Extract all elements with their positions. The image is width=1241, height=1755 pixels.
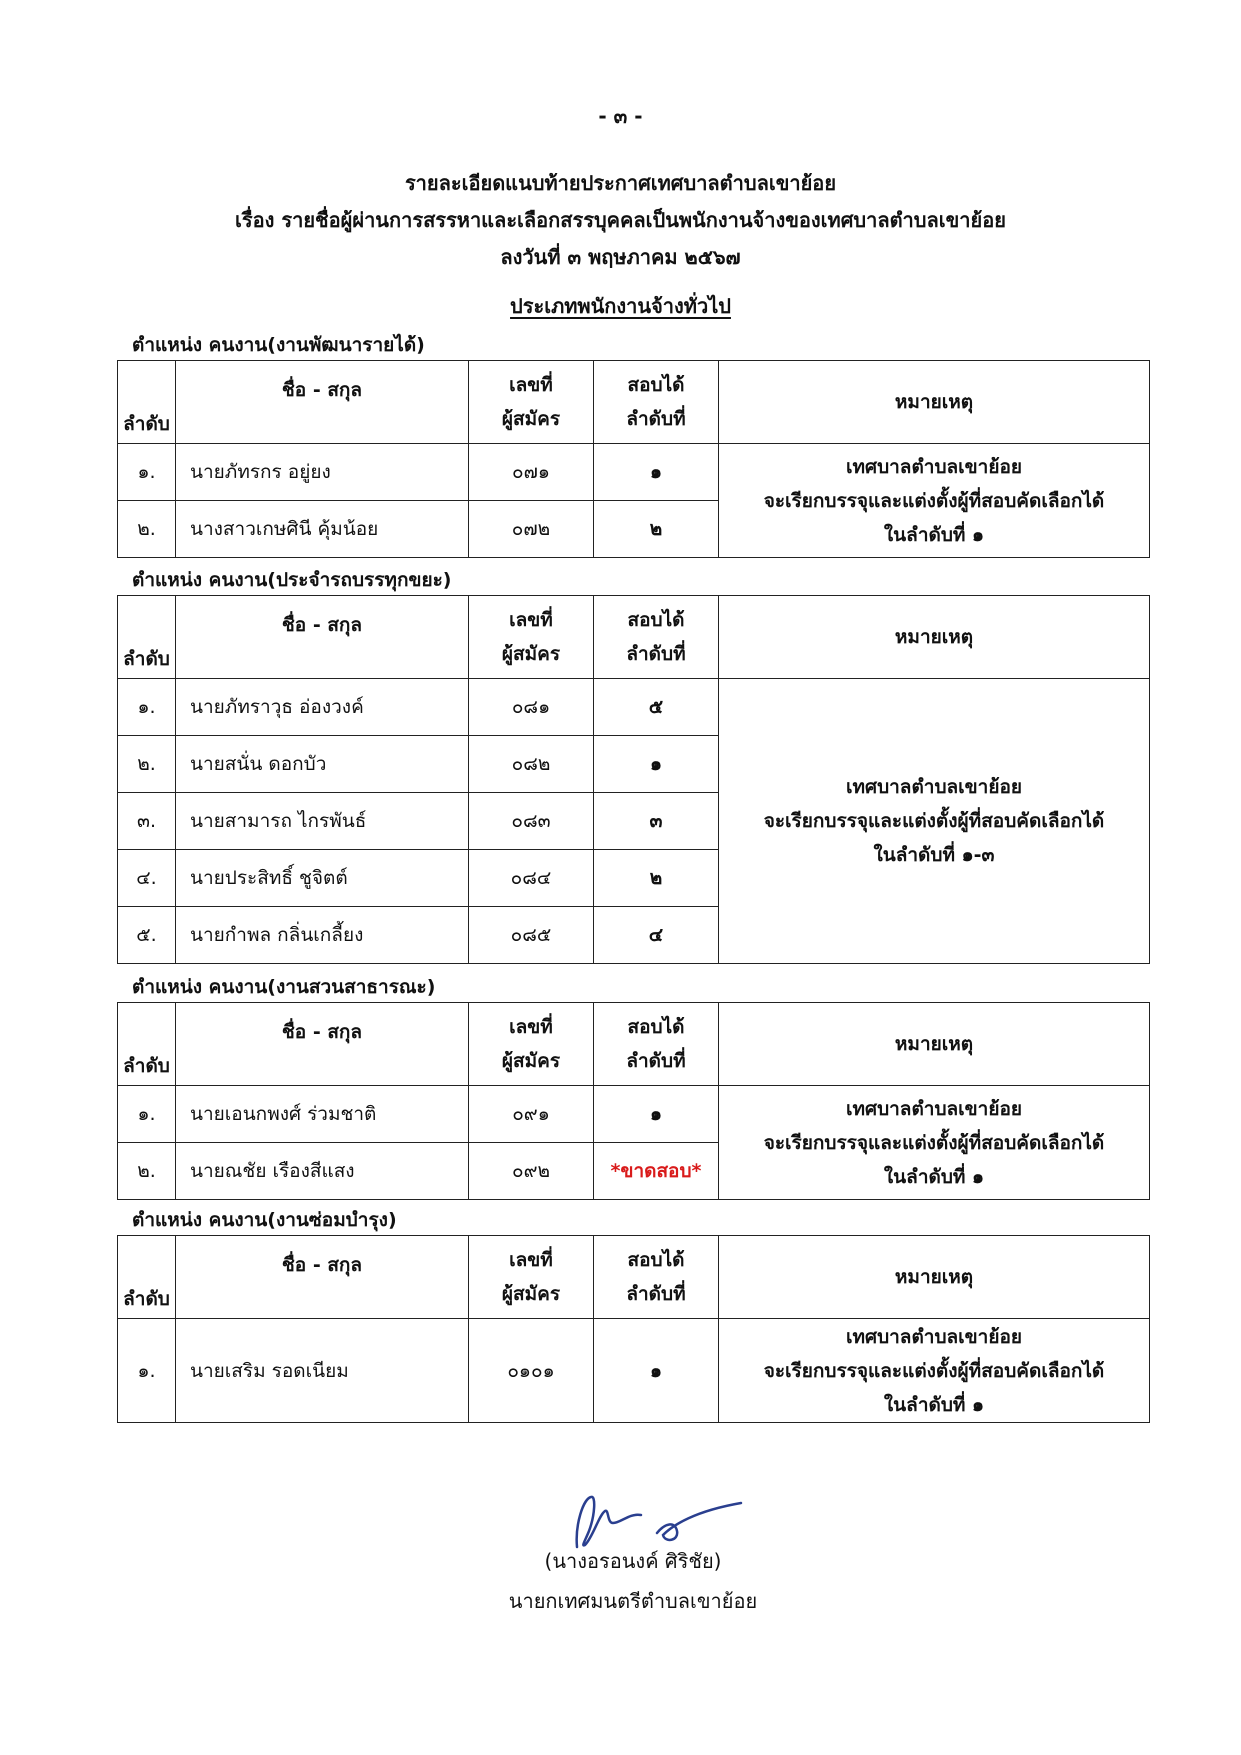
row-rank: ๔ <box>594 907 719 964</box>
col-name-header: ชื่อ - สกุล <box>176 1236 469 1319</box>
row-name: นายสามารถ ไกรพันธ์ <box>176 793 469 850</box>
col-rank-header <box>594 1003 719 1086</box>
row-note <box>719 1086 1150 1200</box>
row-name: นายประสิทธิ์ ชูจิตต์ <box>176 850 469 907</box>
note-line: จะเรียกบรรจุและแต่งตั้งผู้ที่สอบคัดเลือกได้ <box>763 810 1105 832</box>
row-note <box>719 1319 1150 1423</box>
row-name: นายภัทราวุธ อ่องวงค์ <box>176 679 469 736</box>
row-index: ๔. <box>118 850 176 907</box>
page-number: - ๓ - <box>598 104 643 128</box>
row-appno: ๐๘๒ <box>469 736 594 793</box>
row-rank: ๑ <box>594 444 719 501</box>
note-line: ในลำดับที่ ๑ <box>883 1165 985 1188</box>
section-park <box>117 972 1149 1200</box>
col-rank-line1: สอบได้ <box>627 374 685 396</box>
row-index: ๒. <box>118 1143 176 1200</box>
applicant-table <box>117 595 1150 964</box>
col-appno-line1: เลขที่ <box>509 609 553 631</box>
col-rank-header <box>594 361 719 444</box>
row-rank: ๑ <box>594 1086 719 1143</box>
col-rank-line1: สอบได้ <box>627 1016 685 1038</box>
col-name-header: ชื่อ - สกุล <box>176 596 469 679</box>
table-header-row <box>118 1003 1150 1086</box>
col-rank-line1: สอบได้ <box>627 1249 685 1271</box>
row-appno: ๐๗๑ <box>469 444 594 501</box>
section-revenue <box>117 330 1149 558</box>
row-rank: ๒ <box>594 850 719 907</box>
col-appno-line2: ผู้สมัคร <box>501 1283 561 1305</box>
row-name: นายเสริม รอดเนียม <box>176 1319 469 1423</box>
row-name: นายเอนกพงศ์ ร่วมชาติ <box>176 1086 469 1143</box>
col-note-header: หมายเหตุ <box>719 1236 1150 1319</box>
row-appno: ๐๙๑ <box>469 1086 594 1143</box>
table-header-row <box>118 361 1150 444</box>
applicant-table <box>117 1002 1150 1200</box>
row-index: ๒. <box>118 736 176 793</box>
row-name: นายภัทรกร อยู่ยง <box>176 444 469 501</box>
col-rank-header <box>594 596 719 679</box>
col-appno-line2: ผู้สมัคร <box>501 408 561 430</box>
row-appno: ๐๗๒ <box>469 501 594 558</box>
document-header <box>0 165 1241 276</box>
table-row <box>118 444 1150 501</box>
note-line: จะเรียกบรรจุและแต่งตั้งผู้ที่สอบคัดเลือกได้ <box>763 1359 1105 1382</box>
row-name: นางสาวเกษศินี คุ้มน้อย <box>176 501 469 558</box>
row-name: นายณชัย เรืองสีแสง <box>176 1143 469 1200</box>
category-label: ประเภทพนักงานจ้างทั่วไป <box>510 294 731 318</box>
position-title: ตำแหน่ง คนงาน(ประจำรถบรรทุกขยะ) <box>132 569 452 591</box>
position-title: ตำแหน่ง คนงาน(งานสวนสาธารณะ) <box>132 976 436 998</box>
row-rank: ๑ <box>594 736 719 793</box>
row-appno: ๐๘๑ <box>469 679 594 736</box>
row-rank: ๓ <box>594 793 719 850</box>
table-header-row <box>118 596 1150 679</box>
row-note <box>719 679 1150 964</box>
header-subject: เรื่อง รายชื่อผู้ผ่านการสรรหาและเลือกสรรบุคคลเป็นพนักงานจ้างของเทศบาลตำบลเขาย้อย <box>235 208 1006 232</box>
row-name: นายกำพล กลิ่นเกลี้ยง <box>176 907 469 964</box>
col-index-header: ลำดับ <box>118 361 176 444</box>
note-line: จะเรียกบรรจุและแต่งตั้งผู้ที่สอบคัดเลือกได้ <box>763 489 1105 512</box>
note-line: ในลำดับที่ ๑-๓ <box>873 844 995 866</box>
note-line: เทศบาลตำบลเขาย้อย <box>846 1097 1022 1120</box>
col-rank-line2: ลำดับที่ <box>626 408 686 430</box>
row-note <box>719 444 1150 558</box>
col-appno-line2: ผู้สมัคร <box>501 643 561 665</box>
col-appno-line1: เลขที่ <box>509 1249 553 1271</box>
row-appno: ๐๘๔ <box>469 850 594 907</box>
row-appno: ๐๘๓ <box>469 793 594 850</box>
row-rank: ๑ <box>594 1319 719 1423</box>
row-index: ๕. <box>118 907 176 964</box>
col-index-header: ลำดับ <box>118 1003 176 1086</box>
row-index: ๓. <box>118 793 176 850</box>
col-appno-header <box>469 361 594 444</box>
section-maintenance <box>117 1205 1149 1423</box>
col-note-header: หมายเหตุ <box>719 1003 1150 1086</box>
table-row <box>118 1086 1150 1143</box>
row-index: ๑. <box>118 1086 176 1143</box>
table-row <box>118 679 1150 736</box>
col-appno-header <box>469 1003 594 1086</box>
section-garbage-truck <box>117 565 1149 964</box>
note-line: จะเรียกบรรจุและแต่งตั้งผู้ที่สอบคัดเลือกได้ <box>763 1131 1105 1154</box>
table-header-row <box>118 1236 1150 1319</box>
note-line: ในลำดับที่ ๑ <box>883 1393 985 1416</box>
row-appno: ๐๙๒ <box>469 1143 594 1200</box>
col-rank-line2: ลำดับที่ <box>626 1050 686 1072</box>
col-index-header: ลำดับ <box>118 596 176 679</box>
col-appno-line2: ผู้สมัคร <box>501 1050 561 1072</box>
note-line: ในลำดับที่ ๑ <box>883 523 985 546</box>
col-rank-line2: ลำดับที่ <box>626 643 686 665</box>
col-name-header: ชื่อ - สกุล <box>176 1003 469 1086</box>
col-appno-header <box>469 596 594 679</box>
header-title: รายละเอียดแนบท้ายประกาศเทศบาลตำบลเขาย้อย <box>404 171 837 195</box>
applicant-table <box>117 1235 1150 1423</box>
col-note-header: หมายเหตุ <box>719 596 1150 679</box>
col-appno-line1: เลขที่ <box>509 374 553 396</box>
applicant-table <box>117 360 1150 558</box>
row-index: ๑. <box>118 679 176 736</box>
col-rank-header <box>594 1236 719 1319</box>
table-row <box>118 1319 1150 1423</box>
col-note-header: หมายเหตุ <box>719 361 1150 444</box>
row-appno: ๐๑๐๑ <box>469 1319 594 1423</box>
col-rank-line1: สอบได้ <box>627 609 685 631</box>
header-date: ลงวันที่ ๓ พฤษภาคม ๒๕๖๗ <box>500 245 741 269</box>
row-index: ๒. <box>118 501 176 558</box>
position-title: ตำแหน่ง คนงาน(งานซ่อมบำรุง) <box>132 1209 397 1231</box>
note-line: เทศบาลตำบลเขาย้อย <box>846 1325 1022 1348</box>
col-appno-header <box>469 1236 594 1319</box>
row-index: ๑. <box>118 1319 176 1423</box>
col-index-header: ลำดับ <box>118 1236 176 1319</box>
col-name-header: ชื่อ - สกุล <box>176 361 469 444</box>
note-line: เทศบาลตำบลเขาย้อย <box>846 455 1022 478</box>
position-title: ตำแหน่ง คนงาน(งานพัฒนารายได้) <box>132 334 425 356</box>
col-appno-line1: เลขที่ <box>509 1016 553 1038</box>
row-appno: ๐๘๕ <box>469 907 594 964</box>
row-name: นายสนั่น ดอกบัว <box>176 736 469 793</box>
category-heading <box>0 290 1241 322</box>
row-rank-absent: *ขาดสอบ* <box>594 1143 719 1200</box>
note-line: เทศบาลตำบลเขาย้อย <box>846 776 1022 798</box>
col-rank-line2: ลำดับที่ <box>626 1283 686 1305</box>
signer-title: นายกเทศมนตรีตำบลเขาย้อย <box>508 1589 758 1613</box>
row-rank: ๒ <box>594 501 719 558</box>
row-index: ๑. <box>118 444 176 501</box>
row-rank: ๕ <box>594 679 719 736</box>
signer-name: (นางอรอนงค์ ศิริชัย) <box>544 1549 722 1573</box>
